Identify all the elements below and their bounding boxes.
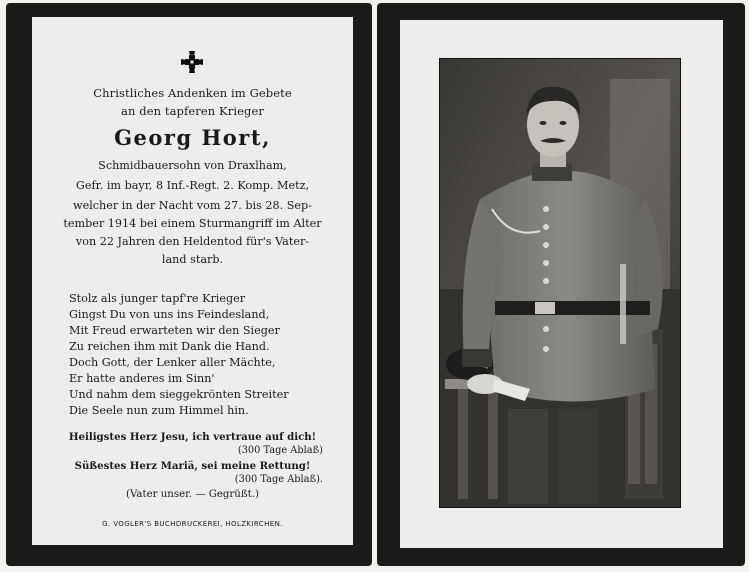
detail-line-5: von 22 Jahren den Heldentod für's Vater- [75,235,310,248]
heading-line-2: an den tapferen Krieger [121,104,264,118]
right-card-panel [377,3,745,566]
poem-line: Doch Gott, der Lenker aller Mächte, [69,356,276,369]
left-card-panel [6,3,372,566]
detail-line-3: welcher in der Nacht vom 27. bis 28. Sep- [73,199,312,212]
poem-line: Stolz als junger tapf're Krieger [69,292,246,305]
indulgence-note-1: (300 Tage Ablaß) [237,445,323,456]
poem-line: Er hatte anderes im Sinn' [69,372,215,385]
prayer-sacred-heart-jesus: Heiligstes Herz Jesu, ich vertraue auf dich! [68,431,317,443]
prayer-sacred-heart-mary: Süßestes Herz Mariä, sei meine Rettung! [74,460,311,472]
soldier-portrait-photo [439,58,681,508]
poem-line: Gingst Du von uns ins Feindesland, [69,308,270,321]
poem-line: Zu reichen ihm mit Dank die Hand. [69,340,270,353]
indulgence-note-2: (300 Tage Ablaß). [234,474,323,485]
heading-line-1: Christliches Andenken im Gebete [93,86,292,100]
detail-line-4: tember 1914 bei einem Sturmangriff im Alter [63,217,322,230]
poem-line: Die Seele nun zum Himmel hin. [69,404,249,417]
soldier-portrait-image [440,59,680,507]
detail-line-1: Schmidbauersohn von Draxlham, [98,159,287,172]
memorial-text [32,17,353,545]
deceased-name: Georg Hort, [114,125,271,150]
right-card-paper [400,20,723,548]
closing-prayers: (Vater unser. — Gegrüßt.) [126,489,259,500]
iron-cross-icon [180,50,204,74]
left-card-paper [32,17,353,545]
detail-line-6: land starb. [161,253,224,266]
detail-line-2: Gefr. im bayr, 8 Inf.-Regt. 2. Komp. Metz, [75,179,310,192]
printer-imprint: G. VOGLER'S BUCHDRUCKEREI, HOLZKIRCHEN. [102,520,283,528]
poem-line: Und nahm dem sieggekrönten Streiter [69,388,289,401]
poem-line: Mit Freud erwarteten wir den Sieger [69,324,280,337]
